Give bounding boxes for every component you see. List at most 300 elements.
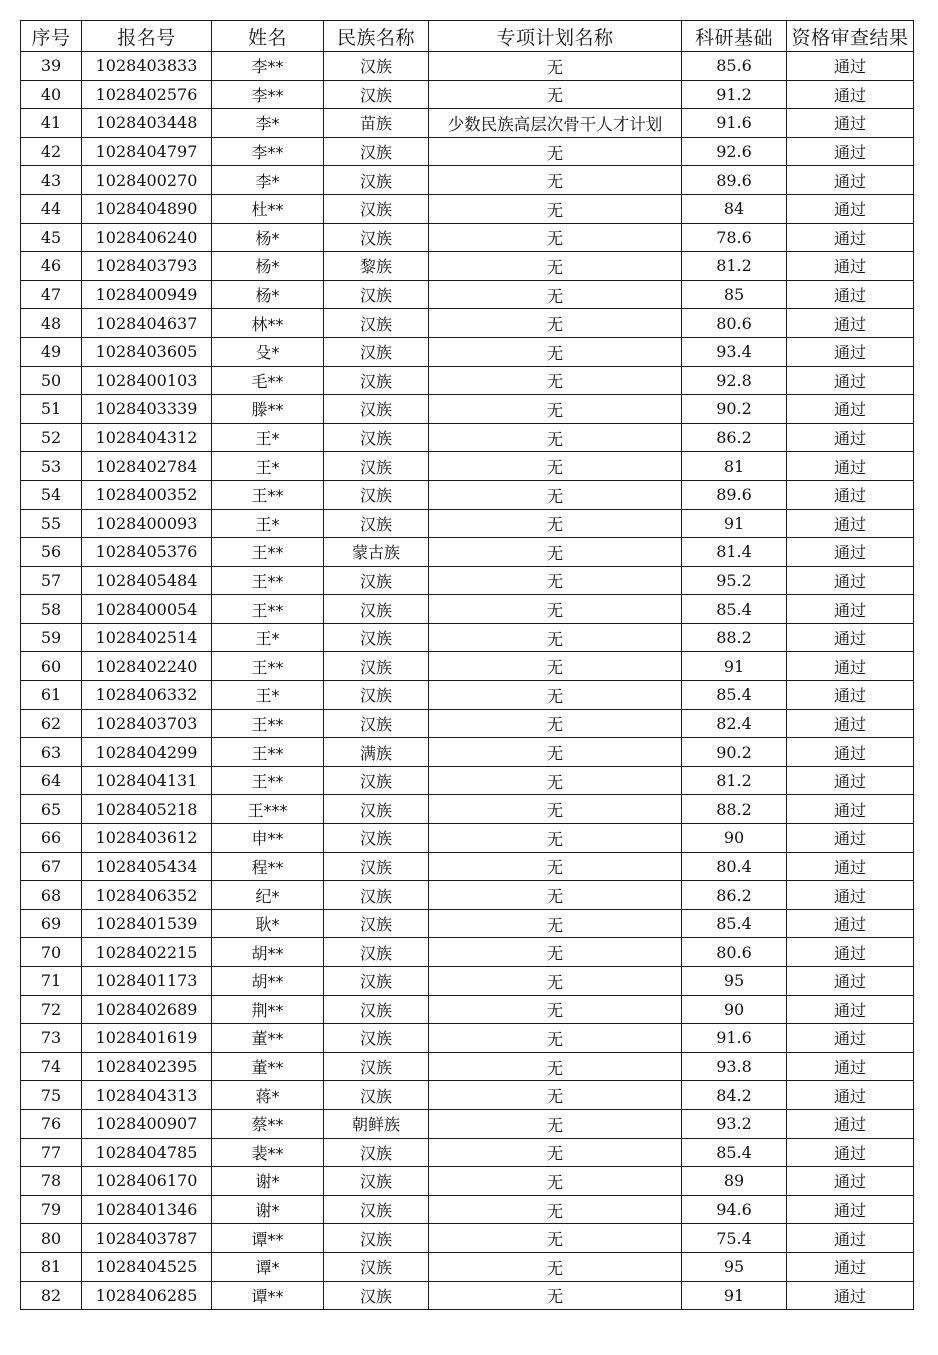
cell-seq: 78 bbox=[21, 1167, 82, 1196]
cell-research-score: 88.2 bbox=[682, 623, 787, 652]
cell-ethnicity: 黎族 bbox=[324, 252, 429, 281]
cell-name: 董** bbox=[212, 1024, 324, 1053]
cell-review-result: 通过 bbox=[787, 280, 914, 309]
cell-review-result: 通过 bbox=[787, 109, 914, 138]
cell-research-score: 91.6 bbox=[682, 109, 787, 138]
table-row bbox=[21, 509, 914, 538]
cell-research-score: 85.4 bbox=[682, 681, 787, 710]
cell-seq: 63 bbox=[21, 738, 82, 767]
cell-research-score: 95 bbox=[682, 1252, 787, 1281]
table-row bbox=[21, 909, 914, 938]
cell-review-result: 通过 bbox=[787, 623, 914, 652]
cell-research-score: 84.2 bbox=[682, 1081, 787, 1110]
table-row bbox=[21, 137, 914, 166]
cell-review-result: 通过 bbox=[787, 538, 914, 567]
cell-seq: 39 bbox=[21, 52, 82, 81]
cell-name: 王* bbox=[212, 452, 324, 481]
cell-seq: 59 bbox=[21, 623, 82, 652]
cell-review-result: 通过 bbox=[787, 1195, 914, 1224]
cell-review-result: 通过 bbox=[787, 909, 914, 938]
cell-ethnicity: 汉族 bbox=[324, 881, 429, 910]
cell-ethnicity: 汉族 bbox=[324, 509, 429, 538]
cell-review-result: 通过 bbox=[787, 452, 914, 481]
cell-name: 李* bbox=[212, 109, 324, 138]
cell-special-plan: 无 bbox=[429, 166, 682, 195]
table-row bbox=[21, 766, 914, 795]
cell-name: 谢* bbox=[212, 1195, 324, 1224]
cell-special-plan: 无 bbox=[429, 309, 682, 338]
cell-seq: 42 bbox=[21, 137, 82, 166]
cell-ethnicity: 汉族 bbox=[324, 1052, 429, 1081]
cell-seq: 60 bbox=[21, 652, 82, 681]
cell-name: 杨* bbox=[212, 252, 324, 281]
cell-name: 申** bbox=[212, 824, 324, 853]
table-row bbox=[21, 480, 914, 509]
cell-name: 蔡** bbox=[212, 1109, 324, 1138]
cell-seq: 45 bbox=[21, 223, 82, 252]
cell-name: 李** bbox=[212, 80, 324, 109]
cell-research-score: 81.2 bbox=[682, 766, 787, 795]
cell-special-plan: 无 bbox=[429, 1138, 682, 1167]
cell-review-result: 通过 bbox=[787, 995, 914, 1024]
cell-seq: 41 bbox=[21, 109, 82, 138]
cell-seq: 46 bbox=[21, 252, 82, 281]
cell-name: 李** bbox=[212, 52, 324, 81]
table-row bbox=[21, 280, 914, 309]
cell-ethnicity: 汉族 bbox=[324, 1024, 429, 1053]
cell-ethnicity: 朝鲜族 bbox=[324, 1109, 429, 1138]
cell-research-score: 91 bbox=[682, 509, 787, 538]
cell-reg-no: 1028401539 bbox=[82, 909, 212, 938]
cell-reg-no: 1028405218 bbox=[82, 795, 212, 824]
cell-research-score: 90 bbox=[682, 824, 787, 853]
cell-review-result: 通过 bbox=[787, 1224, 914, 1253]
cell-ethnicity: 汉族 bbox=[324, 967, 429, 996]
table-row bbox=[21, 337, 914, 366]
cell-ethnicity: 汉族 bbox=[324, 709, 429, 738]
cell-ethnicity: 汉族 bbox=[324, 309, 429, 338]
cell-seq: 80 bbox=[21, 1224, 82, 1253]
table-row bbox=[21, 1138, 914, 1167]
cell-seq: 79 bbox=[21, 1195, 82, 1224]
cell-reg-no: 1028404131 bbox=[82, 766, 212, 795]
cell-research-score: 93.8 bbox=[682, 1052, 787, 1081]
cell-ethnicity: 汉族 bbox=[324, 1224, 429, 1253]
cell-reg-no: 1028400270 bbox=[82, 166, 212, 195]
cell-ethnicity: 汉族 bbox=[324, 423, 429, 452]
cell-special-plan: 无 bbox=[429, 938, 682, 967]
cell-review-result: 通过 bbox=[787, 166, 914, 195]
table-row bbox=[21, 1052, 914, 1081]
cell-review-result: 通过 bbox=[787, 80, 914, 109]
table-row bbox=[21, 623, 914, 652]
table-row bbox=[21, 852, 914, 881]
table-row bbox=[21, 566, 914, 595]
cell-ethnicity: 汉族 bbox=[324, 852, 429, 881]
cell-seq: 64 bbox=[21, 766, 82, 795]
cell-research-score: 94.6 bbox=[682, 1195, 787, 1224]
cell-special-plan: 无 bbox=[429, 566, 682, 595]
table-row bbox=[21, 538, 914, 567]
cell-seq: 65 bbox=[21, 795, 82, 824]
cell-name: 杜** bbox=[212, 194, 324, 223]
cell-ethnicity: 汉族 bbox=[324, 137, 429, 166]
cell-ethnicity: 汉族 bbox=[324, 280, 429, 309]
table-row bbox=[21, 709, 914, 738]
table-row bbox=[21, 595, 914, 624]
cell-name: 毛** bbox=[212, 366, 324, 395]
cell-reg-no: 1028402395 bbox=[82, 1052, 212, 1081]
cell-name: 胡** bbox=[212, 938, 324, 967]
cell-review-result: 通过 bbox=[787, 595, 914, 624]
cell-review-result: 通过 bbox=[787, 337, 914, 366]
cell-ethnicity: 汉族 bbox=[324, 480, 429, 509]
cell-name: 杨* bbox=[212, 223, 324, 252]
cell-special-plan: 无 bbox=[429, 881, 682, 910]
cell-seq: 66 bbox=[21, 824, 82, 853]
cell-seq: 75 bbox=[21, 1081, 82, 1110]
cell-review-result: 通过 bbox=[787, 1281, 914, 1310]
cell-name: 李** bbox=[212, 137, 324, 166]
table-row bbox=[21, 881, 914, 910]
cell-research-score: 85.4 bbox=[682, 909, 787, 938]
cell-reg-no: 1028403612 bbox=[82, 824, 212, 853]
cell-seq: 58 bbox=[21, 595, 82, 624]
cell-reg-no: 1028403703 bbox=[82, 709, 212, 738]
cell-seq: 43 bbox=[21, 166, 82, 195]
cell-seq: 51 bbox=[21, 395, 82, 424]
cell-reg-no: 1028400352 bbox=[82, 480, 212, 509]
cell-seq: 49 bbox=[21, 337, 82, 366]
cell-special-plan: 无 bbox=[429, 652, 682, 681]
cell-special-plan: 无 bbox=[429, 480, 682, 509]
cell-reg-no: 1028402514 bbox=[82, 623, 212, 652]
cell-name: 耿* bbox=[212, 909, 324, 938]
cell-research-score: 93.4 bbox=[682, 337, 787, 366]
cell-reg-no: 1028401346 bbox=[82, 1195, 212, 1224]
table-row bbox=[21, 395, 914, 424]
cell-special-plan: 无 bbox=[429, 194, 682, 223]
cell-name: 王* bbox=[212, 509, 324, 538]
cell-review-result: 通过 bbox=[787, 852, 914, 881]
cell-ethnicity: 汉族 bbox=[324, 80, 429, 109]
cell-research-score: 90.2 bbox=[682, 395, 787, 424]
cell-reg-no: 1028406285 bbox=[82, 1281, 212, 1310]
table-row bbox=[21, 938, 914, 967]
cell-seq: 77 bbox=[21, 1138, 82, 1167]
cell-seq: 69 bbox=[21, 909, 82, 938]
cell-review-result: 通过 bbox=[787, 766, 914, 795]
table-row bbox=[21, 1252, 914, 1281]
cell-reg-no: 1028401173 bbox=[82, 967, 212, 996]
table-row bbox=[21, 1109, 914, 1138]
cell-review-result: 通过 bbox=[787, 652, 914, 681]
cell-special-plan: 无 bbox=[429, 995, 682, 1024]
cell-reg-no: 1028403448 bbox=[82, 109, 212, 138]
cell-name: 李* bbox=[212, 166, 324, 195]
table-row bbox=[21, 423, 914, 452]
cell-research-score: 80.6 bbox=[682, 938, 787, 967]
cell-review-result: 通过 bbox=[787, 1024, 914, 1053]
cell-research-score: 95 bbox=[682, 967, 787, 996]
cell-review-result: 通过 bbox=[787, 137, 914, 166]
cell-research-score: 75.4 bbox=[682, 1224, 787, 1253]
cell-reg-no: 1028404299 bbox=[82, 738, 212, 767]
cell-research-score: 89 bbox=[682, 1167, 787, 1196]
cell-name: 蒋* bbox=[212, 1081, 324, 1110]
cell-special-plan: 无 bbox=[429, 1195, 682, 1224]
header-seq: 序号 bbox=[21, 21, 82, 52]
cell-ethnicity: 汉族 bbox=[324, 909, 429, 938]
cell-review-result: 通过 bbox=[787, 509, 914, 538]
cell-reg-no: 1028404525 bbox=[82, 1252, 212, 1281]
cell-ethnicity: 汉族 bbox=[324, 681, 429, 710]
cell-review-result: 通过 bbox=[787, 480, 914, 509]
cell-special-plan: 无 bbox=[429, 423, 682, 452]
cell-seq: 73 bbox=[21, 1024, 82, 1053]
cell-seq: 50 bbox=[21, 366, 82, 395]
cell-review-result: 通过 bbox=[787, 1081, 914, 1110]
cell-special-plan: 无 bbox=[429, 1167, 682, 1196]
cell-special-plan: 无 bbox=[429, 738, 682, 767]
cell-research-score: 89.6 bbox=[682, 166, 787, 195]
qualification-results-table bbox=[20, 20, 914, 1310]
cell-name: 王* bbox=[212, 623, 324, 652]
cell-ethnicity: 蒙古族 bbox=[324, 538, 429, 567]
cell-name: 王** bbox=[212, 709, 324, 738]
cell-reg-no: 1028402215 bbox=[82, 938, 212, 967]
cell-seq: 54 bbox=[21, 480, 82, 509]
cell-reg-no: 1028406352 bbox=[82, 881, 212, 910]
cell-review-result: 通过 bbox=[787, 194, 914, 223]
cell-seq: 71 bbox=[21, 967, 82, 996]
cell-review-result: 通过 bbox=[787, 1052, 914, 1081]
cell-review-result: 通过 bbox=[787, 681, 914, 710]
cell-reg-no: 1028406240 bbox=[82, 223, 212, 252]
table-row bbox=[21, 824, 914, 853]
table-header-row bbox=[21, 21, 914, 52]
cell-seq: 82 bbox=[21, 1281, 82, 1310]
table-row bbox=[21, 652, 914, 681]
table-row bbox=[21, 166, 914, 195]
cell-seq: 57 bbox=[21, 566, 82, 595]
cell-ethnicity: 满族 bbox=[324, 738, 429, 767]
cell-review-result: 通过 bbox=[787, 223, 914, 252]
cell-special-plan: 无 bbox=[429, 709, 682, 738]
cell-review-result: 通过 bbox=[787, 738, 914, 767]
cell-name: 纪* bbox=[212, 881, 324, 910]
table-row bbox=[21, 795, 914, 824]
cell-special-plan: 无 bbox=[429, 824, 682, 853]
cell-ethnicity: 汉族 bbox=[324, 366, 429, 395]
cell-ethnicity: 汉族 bbox=[324, 824, 429, 853]
cell-review-result: 通过 bbox=[787, 1252, 914, 1281]
cell-research-score: 81.2 bbox=[682, 252, 787, 281]
cell-special-plan: 无 bbox=[429, 452, 682, 481]
cell-name: 谭** bbox=[212, 1281, 324, 1310]
cell-reg-no: 1028404313 bbox=[82, 1081, 212, 1110]
cell-review-result: 通过 bbox=[787, 309, 914, 338]
cell-seq: 67 bbox=[21, 852, 82, 881]
cell-seq: 68 bbox=[21, 881, 82, 910]
header-reg-no: 报名号 bbox=[82, 21, 212, 52]
cell-ethnicity: 汉族 bbox=[324, 52, 429, 81]
cell-name: 王** bbox=[212, 738, 324, 767]
cell-special-plan: 无 bbox=[429, 967, 682, 996]
cell-seq: 55 bbox=[21, 509, 82, 538]
table-body bbox=[21, 52, 914, 1310]
cell-seq: 72 bbox=[21, 995, 82, 1024]
cell-ethnicity: 汉族 bbox=[324, 623, 429, 652]
cell-special-plan: 无 bbox=[429, 509, 682, 538]
table-row bbox=[21, 1224, 914, 1253]
table-row bbox=[21, 80, 914, 109]
cell-research-score: 90.2 bbox=[682, 738, 787, 767]
cell-seq: 70 bbox=[21, 938, 82, 967]
cell-ethnicity: 汉族 bbox=[324, 337, 429, 366]
cell-name: 董** bbox=[212, 1052, 324, 1081]
cell-seq: 52 bbox=[21, 423, 82, 452]
cell-review-result: 通过 bbox=[787, 967, 914, 996]
cell-research-score: 92.6 bbox=[682, 137, 787, 166]
cell-research-score: 93.2 bbox=[682, 1109, 787, 1138]
cell-ethnicity: 汉族 bbox=[324, 595, 429, 624]
cell-research-score: 86.2 bbox=[682, 423, 787, 452]
cell-special-plan: 无 bbox=[429, 1252, 682, 1281]
cell-reg-no: 1028400949 bbox=[82, 280, 212, 309]
cell-seq: 74 bbox=[21, 1052, 82, 1081]
cell-special-plan: 无 bbox=[429, 1081, 682, 1110]
table-row bbox=[21, 738, 914, 767]
table-row bbox=[21, 1081, 914, 1110]
cell-special-plan: 无 bbox=[429, 681, 682, 710]
cell-special-plan: 无 bbox=[429, 337, 682, 366]
cell-special-plan: 无 bbox=[429, 1109, 682, 1138]
cell-research-score: 85.4 bbox=[682, 595, 787, 624]
cell-name: 胡** bbox=[212, 967, 324, 996]
cell-seq: 76 bbox=[21, 1109, 82, 1138]
cell-reg-no: 1028405484 bbox=[82, 566, 212, 595]
cell-research-score: 81.4 bbox=[682, 538, 787, 567]
cell-research-score: 85.6 bbox=[682, 52, 787, 81]
cell-ethnicity: 汉族 bbox=[324, 1195, 429, 1224]
cell-name: 荆** bbox=[212, 995, 324, 1024]
cell-reg-no: 1028402689 bbox=[82, 995, 212, 1024]
cell-special-plan: 无 bbox=[429, 1024, 682, 1053]
cell-name: 王*** bbox=[212, 795, 324, 824]
cell-reg-no: 1028404312 bbox=[82, 423, 212, 452]
cell-reg-no: 1028402576 bbox=[82, 80, 212, 109]
cell-reg-no: 1028406332 bbox=[82, 681, 212, 710]
table-row bbox=[21, 967, 914, 996]
cell-reg-no: 1028403793 bbox=[82, 252, 212, 281]
cell-reg-no: 1028404797 bbox=[82, 137, 212, 166]
cell-research-score: 91 bbox=[682, 1281, 787, 1310]
cell-reg-no: 1028403605 bbox=[82, 337, 212, 366]
cell-name: 王* bbox=[212, 681, 324, 710]
table-row bbox=[21, 109, 914, 138]
cell-research-score: 92.8 bbox=[682, 366, 787, 395]
cell-review-result: 通过 bbox=[787, 795, 914, 824]
cell-ethnicity: 苗族 bbox=[324, 109, 429, 138]
cell-special-plan: 无 bbox=[429, 1224, 682, 1253]
cell-name: 王** bbox=[212, 595, 324, 624]
cell-research-score: 91.2 bbox=[682, 80, 787, 109]
cell-review-result: 通过 bbox=[787, 881, 914, 910]
cell-special-plan: 无 bbox=[429, 595, 682, 624]
cell-ethnicity: 汉族 bbox=[324, 452, 429, 481]
cell-special-plan: 无 bbox=[429, 623, 682, 652]
cell-seq: 62 bbox=[21, 709, 82, 738]
cell-special-plan: 无 bbox=[429, 766, 682, 795]
cell-ethnicity: 汉族 bbox=[324, 1081, 429, 1110]
cell-seq: 61 bbox=[21, 681, 82, 710]
table-row bbox=[21, 52, 914, 81]
cell-research-score: 81 bbox=[682, 452, 787, 481]
cell-review-result: 通过 bbox=[787, 52, 914, 81]
cell-reg-no: 1028404890 bbox=[82, 194, 212, 223]
cell-special-plan: 无 bbox=[429, 252, 682, 281]
cell-special-plan: 无 bbox=[429, 52, 682, 81]
cell-name: 杨* bbox=[212, 280, 324, 309]
cell-review-result: 通过 bbox=[787, 824, 914, 853]
cell-review-result: 通过 bbox=[787, 423, 914, 452]
table-row bbox=[21, 1281, 914, 1310]
cell-review-result: 通过 bbox=[787, 1138, 914, 1167]
cell-special-plan: 少数民族高层次骨干人才计划 bbox=[429, 109, 682, 138]
cell-review-result: 通过 bbox=[787, 566, 914, 595]
cell-ethnicity: 汉族 bbox=[324, 766, 429, 795]
cell-review-result: 通过 bbox=[787, 938, 914, 967]
cell-seq: 48 bbox=[21, 309, 82, 338]
cell-name: 谭* bbox=[212, 1252, 324, 1281]
cell-reg-no: 1028403787 bbox=[82, 1224, 212, 1253]
table-row bbox=[21, 681, 914, 710]
cell-research-score: 80.6 bbox=[682, 309, 787, 338]
cell-name: 王** bbox=[212, 538, 324, 567]
header-special-plan: 专项计划名称 bbox=[429, 21, 682, 52]
cell-seq: 53 bbox=[21, 452, 82, 481]
cell-special-plan: 无 bbox=[429, 909, 682, 938]
cell-ethnicity: 汉族 bbox=[324, 1167, 429, 1196]
cell-name: 林** bbox=[212, 309, 324, 338]
cell-ethnicity: 汉族 bbox=[324, 566, 429, 595]
cell-reg-no: 1028400103 bbox=[82, 366, 212, 395]
cell-review-result: 通过 bbox=[787, 395, 914, 424]
cell-name: 王** bbox=[212, 480, 324, 509]
header-ethnicity: 民族名称 bbox=[324, 21, 429, 52]
cell-seq: 81 bbox=[21, 1252, 82, 1281]
cell-reg-no: 1028400054 bbox=[82, 595, 212, 624]
cell-research-score: 88.2 bbox=[682, 795, 787, 824]
header-review-result: 资格审查结果 bbox=[787, 21, 914, 52]
cell-ethnicity: 汉族 bbox=[324, 395, 429, 424]
cell-research-score: 91.6 bbox=[682, 1024, 787, 1053]
cell-name: 谢* bbox=[212, 1167, 324, 1196]
table-row bbox=[21, 1195, 914, 1224]
table-row bbox=[21, 252, 914, 281]
cell-name: 殳* bbox=[212, 337, 324, 366]
cell-review-result: 通过 bbox=[787, 252, 914, 281]
cell-reg-no: 1028406170 bbox=[82, 1167, 212, 1196]
cell-review-result: 通过 bbox=[787, 366, 914, 395]
cell-reg-no: 1028404637 bbox=[82, 309, 212, 338]
cell-research-score: 95.2 bbox=[682, 566, 787, 595]
cell-name: 王** bbox=[212, 766, 324, 795]
cell-ethnicity: 汉族 bbox=[324, 1252, 429, 1281]
cell-seq: 56 bbox=[21, 538, 82, 567]
cell-review-result: 通过 bbox=[787, 1109, 914, 1138]
